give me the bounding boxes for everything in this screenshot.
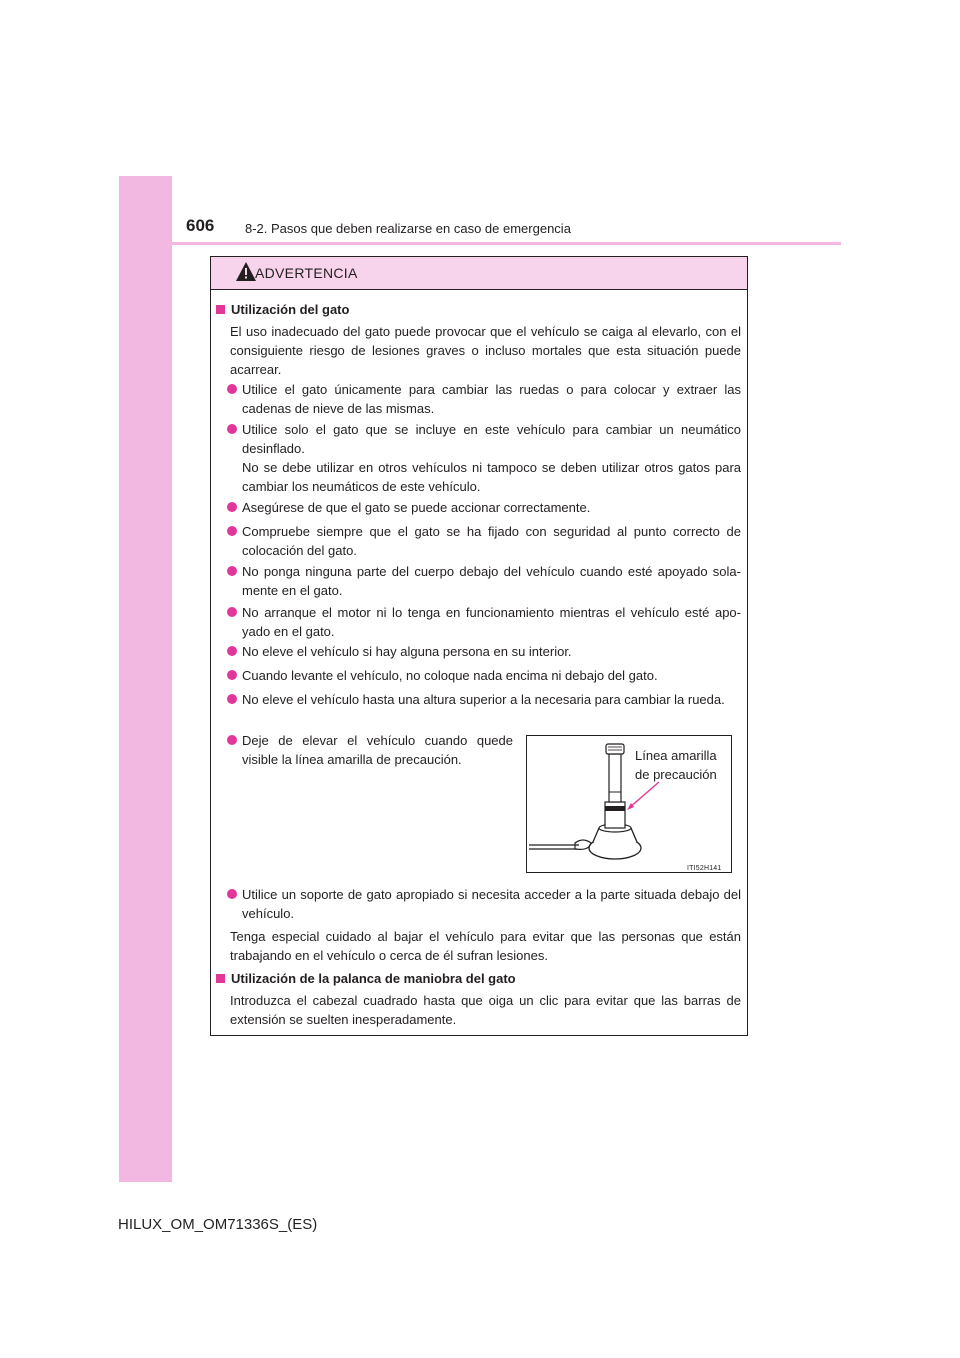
circle-bullet-icon [227, 502, 237, 512]
list-item: Utilice el gato únicamente para cambiar las ruedas o para colocar y extraer las cadenas de nieve de las mismas. [227, 380, 741, 418]
warning-box [210, 256, 748, 1036]
square-bullet-icon [216, 974, 225, 983]
section-heading: Utilización de la palanca de maniobra del gato [216, 969, 516, 988]
list-item: Cuando levante el vehículo, no coloque nada encima ni debajo del gato. [227, 666, 741, 685]
figure-code: ITI52H141 [687, 865, 722, 872]
circle-bullet-icon [227, 566, 237, 576]
footer-code: HILUX_OM_OM71336S_(ES) [118, 1216, 318, 1233]
list-item: No arranque el motor ni lo tenga en funcionamiento mientras el vehículo esté apo-yado en el gato. [227, 603, 741, 641]
circle-bullet-icon [227, 889, 237, 899]
warning-triangle-icon [235, 261, 257, 283]
list-item: Asegúrese de que el gato se puede accionar correctamente. [227, 498, 741, 517]
circle-bullet-icon [227, 424, 237, 434]
header-rule [119, 242, 841, 245]
circle-bullet-icon [227, 694, 237, 704]
circle-bullet-icon [227, 607, 237, 617]
circle-bullet-icon [227, 670, 237, 680]
square-bullet-icon [216, 305, 225, 314]
list-item: Compruebe siempre que el gato se ha fijado con seguridad al punto correcto de colocación del gato. [227, 522, 741, 560]
page-number: 606 [186, 216, 215, 235]
circle-bullet-icon [227, 384, 237, 394]
warning-title: ADVERTENCIA [255, 265, 358, 281]
closing-paragraph: Tenga especial cuidado al bajar el vehículo para evitar que las personas que están trabajando en el vehículo o cerca de él sufran lesiones. [230, 929, 741, 963]
list-item: No eleve el vehículo hasta una altura superior a la necesaria para cambiar la rueda. [227, 690, 741, 709]
section-title: 8-2. Pasos que deben realizarse en caso de emergencia [245, 221, 571, 236]
circle-bullet-icon [227, 526, 237, 536]
lever-paragraph: Introduzca el cabezal cuadrado hasta que oiga un clic para evitar que las barras de extensión se suelten inesperadamente. [230, 993, 741, 1027]
list-item: Utilice solo el gato que se incluye en este vehículo para cambiar un neumático desinflado. No se debe utilizar en otros vehículos ni tampoco se deben utilizar otros gatos para cambiar los neumáticos de este vehículo. [227, 420, 741, 496]
list-item: No ponga ninguna parte del cuerpo debajo del vehículo cuando esté apoyado sola-mente en el gato. [227, 562, 741, 600]
intro-paragraph: El uso inadecuado del gato puede provocar que el vehículo se caiga al elevarlo, con el consiguiente riesgo de lesiones graves o incluso mortales que esta situación puede acarrear. [230, 324, 741, 377]
list-item: No eleve el vehículo si hay alguna persona en su interior. [227, 642, 741, 661]
circle-bullet-icon [227, 735, 237, 745]
caution-line-label: Línea amarilla de precaución [635, 748, 717, 782]
list-item: Utilice un soporte de gato apropiado si necesita acceder a la parte situada debajo del vehículo. [227, 885, 741, 923]
circle-bullet-icon [227, 646, 237, 656]
list-item: Deje de elevar el vehículo cuando quede visible la línea amarilla de precaución. [227, 731, 513, 769]
jack-illustration [526, 735, 732, 873]
section-heading: Utilización del gato [216, 300, 349, 319]
side-color-band [119, 176, 172, 1182]
warning-header [211, 257, 747, 290]
